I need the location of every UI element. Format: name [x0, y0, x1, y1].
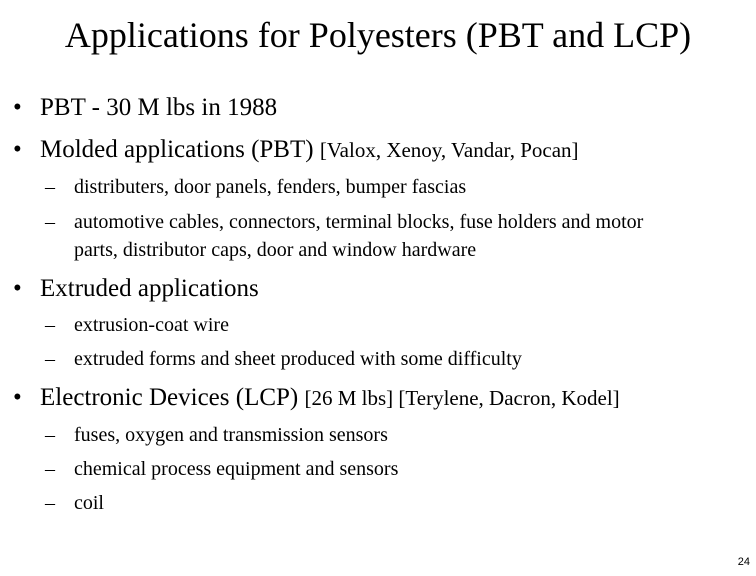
bullet-text: Electronic Devices (LCP) [26 M lbs] [Terylene, Dacron, Kodel] [40, 384, 620, 411]
bullet-marker: • [13, 384, 22, 411]
sub-bullet-text: fuses, oxygen and transmission sensors [74, 424, 388, 446]
bullet-marker: • [13, 136, 22, 163]
page-number: 24 [737, 556, 750, 568]
bullet-text: Molded applications (PBT) [Valox, Xenoy, Vandar, Pocan] [40, 136, 579, 163]
sub-bullet-text: parts, distributor caps, door and window hardware [74, 239, 477, 261]
slide-title: Applications for Polyesters (PBT and LCP) [64, 15, 692, 55]
sub-bullet-text: extruded forms and sheet produced with some difficulty [74, 348, 522, 370]
sub-bullet-text: distributers, door panels, fenders, bumper fascias [74, 176, 467, 198]
dash-marker: – [45, 424, 55, 446]
bullet-brand-list: [26 M lbs] [Terylene, Dacron, Kodel] [304, 386, 620, 410]
sub-bullet-text: automotive cables, connectors, terminal blocks, fuse holders and motor [74, 211, 644, 233]
bullet-text: Extruded applications [40, 275, 259, 302]
dash-marker: – [45, 314, 55, 336]
sub-bullet-text: coil [74, 492, 104, 514]
bullet-brand-list: [Valox, Xenoy, Vandar, Pocan] [319, 138, 579, 162]
bullet-text: PBT - 30 M lbs in 1988 [40, 94, 278, 121]
dash-marker: – [45, 492, 55, 514]
dash-marker: – [45, 211, 55, 233]
sub-bullet-text: extrusion-coat wire [74, 314, 229, 336]
sub-bullet-text: chemical process equipment and sensors [74, 458, 399, 480]
dash-marker: – [45, 458, 55, 480]
dash-marker: – [45, 176, 55, 198]
bullet-marker: • [13, 94, 22, 121]
bullet-marker: • [13, 275, 22, 302]
dash-marker: – [45, 348, 55, 370]
